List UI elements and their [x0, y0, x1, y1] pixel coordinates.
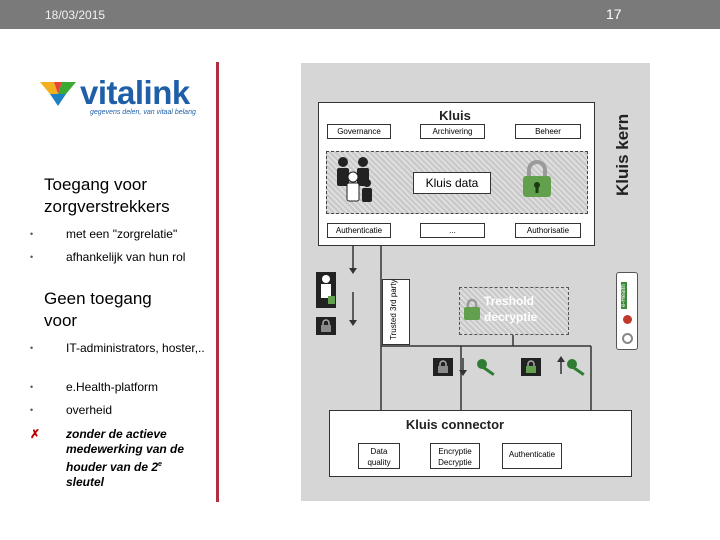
bullet-text: afhankelijk van hun rol: [66, 250, 186, 264]
people-icon: [333, 155, 375, 207]
bullet-dot-icon: •: [30, 405, 34, 415]
connector-lines: [301, 240, 650, 420]
module-authentication: Authenticatie: [327, 223, 391, 238]
heading-access-bold: Toegang: [44, 175, 110, 194]
vault-core-label: Kluis kern: [613, 113, 632, 196]
heading-no-access: [44, 288, 152, 332]
bullet-dot-icon: •: [30, 382, 34, 392]
ehealth-label: e-Health: [621, 284, 627, 307]
trusted-label: Trusted 3rd party: [389, 279, 398, 340]
module-archiving: Archivering: [420, 124, 485, 139]
threshold-label: Treshold decryptie: [484, 294, 538, 324]
vertical-divider: [216, 62, 219, 502]
heading-access-line2: zorgverstrekkers: [44, 197, 170, 216]
cross-icon: ✗: [30, 427, 41, 441]
vault-data-label: Kluis data: [413, 172, 491, 194]
logo-wordmark: vitalink: [80, 74, 190, 111]
module-ellipsis: ...: [420, 223, 485, 238]
connector-title: Kluis connector: [405, 417, 505, 432]
heading-access: [44, 174, 170, 218]
module-governance: Governance: [327, 124, 391, 139]
slide-header: [0, 0, 720, 29]
lock-icon: [520, 159, 554, 199]
bullet-dot-icon: •: [30, 343, 34, 353]
vault-title: Kluis: [439, 108, 471, 123]
logo-tagline: gegevens delen, van vitaal belang: [90, 109, 196, 116]
bullet-text: zonder de actieve medewerking van de houder van de 2e sleutel: [66, 427, 185, 489]
vitalink-logo-icon: [40, 78, 76, 108]
ehealth-indicator: [616, 272, 638, 350]
module-encryption: Encryptie Decryptie: [430, 443, 480, 469]
slide-page-number: 17: [606, 6, 622, 22]
slide-date: 18/03/2015: [45, 8, 106, 22]
bullet-text: IT-administrators, hoster,..: [66, 341, 205, 355]
vitalink-logo: [40, 74, 210, 124]
bullet-text: e.Health-platform: [66, 380, 159, 394]
heading-access-rest: voor: [109, 175, 148, 194]
heading-no-access-bold: Geen toegang: [44, 289, 152, 308]
bullet-text: overheid: [66, 403, 113, 417]
module-management: Beheer: [515, 124, 581, 139]
bullet-text: met een "zorgrelatie": [66, 227, 178, 241]
module-data-quality: Data quality: [358, 443, 400, 469]
lock-small-icon: [433, 358, 453, 376]
status-ring-icon: [622, 333, 633, 344]
key-icon: [476, 358, 498, 376]
status-red-icon: [623, 315, 632, 324]
module-authorisation: Authorisatie: [515, 223, 581, 238]
module-connector-auth: Authenticatie: [502, 443, 562, 469]
heading-no-access-line2: voor: [44, 311, 78, 330]
key-icon: [566, 358, 588, 376]
bullet-dot-icon: •: [30, 229, 34, 239]
lock-small-icon: [521, 358, 541, 376]
bullet-dot-icon: •: [30, 252, 34, 262]
